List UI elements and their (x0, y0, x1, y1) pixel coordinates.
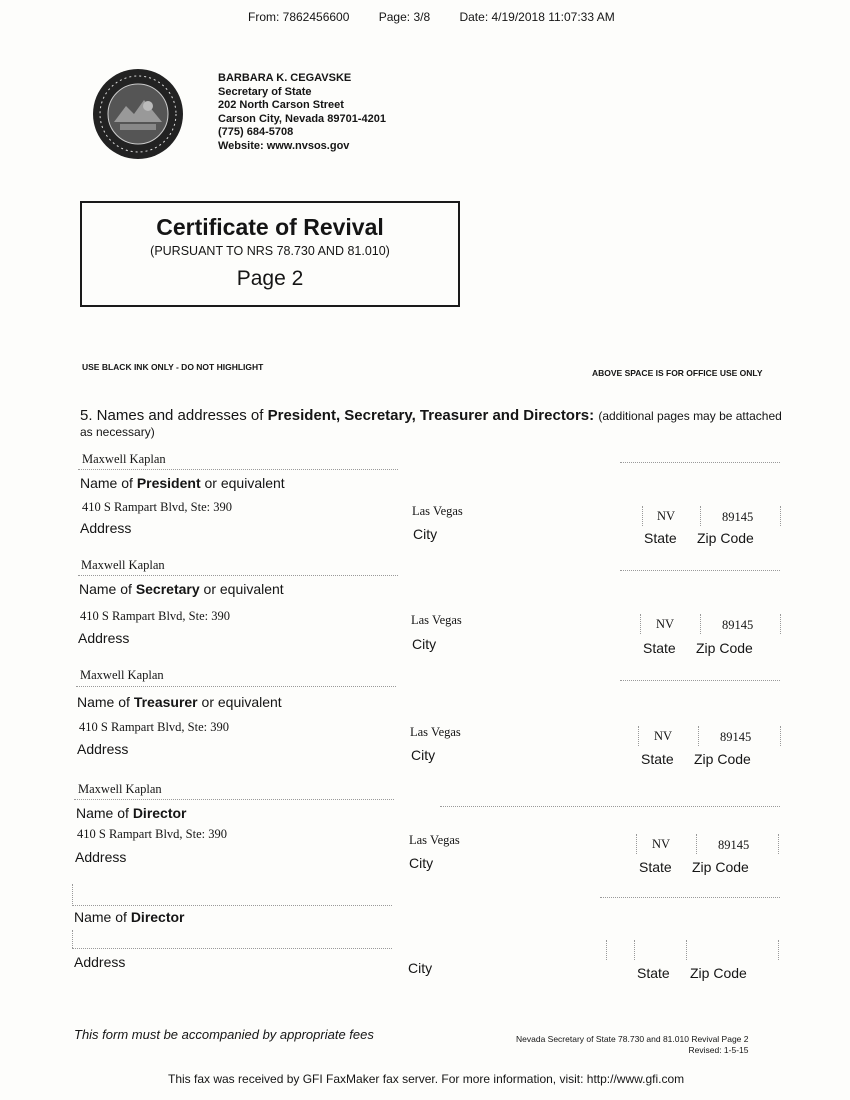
office-name: BARBARA K. CEGAVSKE (218, 72, 352, 84)
officer-state-value[interactable]: NV (656, 617, 675, 631)
zip-label: Zip Code (692, 859, 749, 875)
zip-label: Zip Code (697, 530, 754, 546)
section-5-bold: President, Secretary, Treasurer and Directors: (267, 407, 595, 424)
officer-state-value[interactable]: NV (657, 509, 676, 523)
officer-address-value[interactable]: 410 S Rampart Blvd, Ste: 390 (77, 827, 227, 841)
address-label: Address (78, 630, 130, 646)
state-label: State (639, 859, 672, 875)
ink-note: USE BLACK INK ONLY - DO NOT HIGHLIGHT (82, 362, 264, 372)
officer-zip-value[interactable]: 89145 (718, 838, 750, 852)
state-label: State (641, 751, 674, 767)
section-5-number: 5. Names and addresses of (80, 407, 268, 424)
office-phone: (775) 684-5708 (218, 126, 294, 139)
fax-from: From: 7862456600 (248, 10, 350, 24)
name-of-text: Name of (74, 909, 127, 925)
city-label: City (409, 855, 434, 871)
or-equivalent-text: or equivalent (203, 581, 284, 597)
office-website: Website: www.nvsos.gov (218, 139, 350, 152)
officer-role: Secretary (135, 581, 200, 597)
officer-city-value[interactable]: Las Vegas (409, 833, 460, 847)
officer-zip-value[interactable]: 89145 (722, 510, 754, 524)
city-label: City (408, 960, 433, 976)
certificate-subtitle: (PURSUANT TO NRS 78.730 AND 81.010) (150, 244, 390, 258)
fax-date: Date: 4/19/2018 11:07:33 AM (459, 10, 615, 24)
officer-role: President (136, 475, 201, 491)
officer-name-label (74, 909, 185, 925)
certificate-title: Certificate of Revival (156, 214, 384, 240)
officer-city-value[interactable]: Las Vegas (412, 504, 463, 518)
name-of-text: Name of (77, 694, 130, 710)
office-title: Secretary of State (218, 85, 312, 98)
state-label: State (643, 640, 676, 656)
zip-label: Zip Code (696, 640, 753, 656)
officer-name-value[interactable]: Maxwell Kaplan (78, 782, 162, 796)
office-address (218, 72, 386, 154)
office-use-note: ABOVE SPACE IS FOR OFFICE USE ONLY (592, 368, 763, 378)
fax-header (248, 10, 641, 24)
zip-label: Zip Code (694, 751, 751, 767)
officer-state-value[interactable]: NV (652, 837, 671, 851)
officer-name-value[interactable]: Maxwell Kaplan (82, 452, 166, 466)
officer-role: Director (130, 909, 185, 925)
name-of-text: Name of (79, 581, 132, 597)
form-id: Nevada Secretary of State 78.730 and 81.010 Revival Page 2 (516, 1034, 749, 1044)
state-seal-icon (92, 68, 184, 160)
officer-address-value[interactable]: 410 S Rampart Blvd, Ste: 390 (80, 609, 230, 623)
form-revised: Revised: 1-5-15 (688, 1045, 749, 1055)
address-label: Address (75, 849, 127, 865)
officer-state-value[interactable]: NV (654, 729, 673, 743)
certificate-title-box (80, 201, 460, 307)
officer-name-value[interactable]: Maxwell Kaplan (80, 668, 164, 682)
address-label: Address (74, 954, 126, 970)
section-5-heading (80, 408, 790, 440)
office-street: 202 North Carson Street (218, 99, 344, 112)
fees-note: This form must be accompanied by appropriate fees (74, 1027, 374, 1042)
officer-name-label (79, 581, 284, 597)
state-label: State (644, 530, 677, 546)
officer-name-label (76, 805, 187, 821)
zip-label: Zip Code (690, 965, 747, 981)
officer-name-value[interactable]: Maxwell Kaplan (81, 558, 165, 572)
officer-name-label (77, 694, 282, 710)
office-city: Carson City, Nevada 89701-4201 (218, 112, 386, 125)
officer-city-value[interactable]: Las Vegas (410, 725, 461, 739)
certificate-page: Page 2 (236, 267, 304, 290)
officer-role: Treasurer (133, 694, 198, 710)
state-label: State (637, 965, 670, 981)
address-label: Address (80, 520, 132, 536)
form-identifier (516, 1034, 749, 1056)
section-5-note: (additional pages may be attached as necessary) (80, 409, 782, 439)
name-of-text: Name of (76, 805, 129, 821)
address-label: Address (77, 741, 129, 757)
officer-city-value[interactable]: Las Vegas (411, 613, 462, 627)
or-equivalent-text: or equivalent (201, 694, 282, 710)
officer-zip-value[interactable]: 89145 (720, 730, 752, 744)
officer-address-value[interactable]: 410 S Rampart Blvd, Ste: 390 (79, 720, 229, 734)
city-label: City (413, 526, 438, 542)
officer-name-label (80, 475, 285, 491)
fax-server-note: This fax was received by GFI FaxMaker fax server. For more information, visit: http://www.gfi.com (168, 1072, 685, 1086)
name-of-text: Name of (80, 475, 133, 491)
officer-address-value[interactable]: 410 S Rampart Blvd, Ste: 390 (82, 500, 232, 514)
fax-page: Page: 3/8 (378, 10, 431, 24)
officer-zip-value[interactable]: 89145 (722, 618, 754, 632)
city-label: City (411, 747, 436, 763)
or-equivalent-text: or equivalent (204, 475, 285, 491)
officer-role: Director (132, 805, 187, 821)
city-label: City (412, 636, 437, 652)
